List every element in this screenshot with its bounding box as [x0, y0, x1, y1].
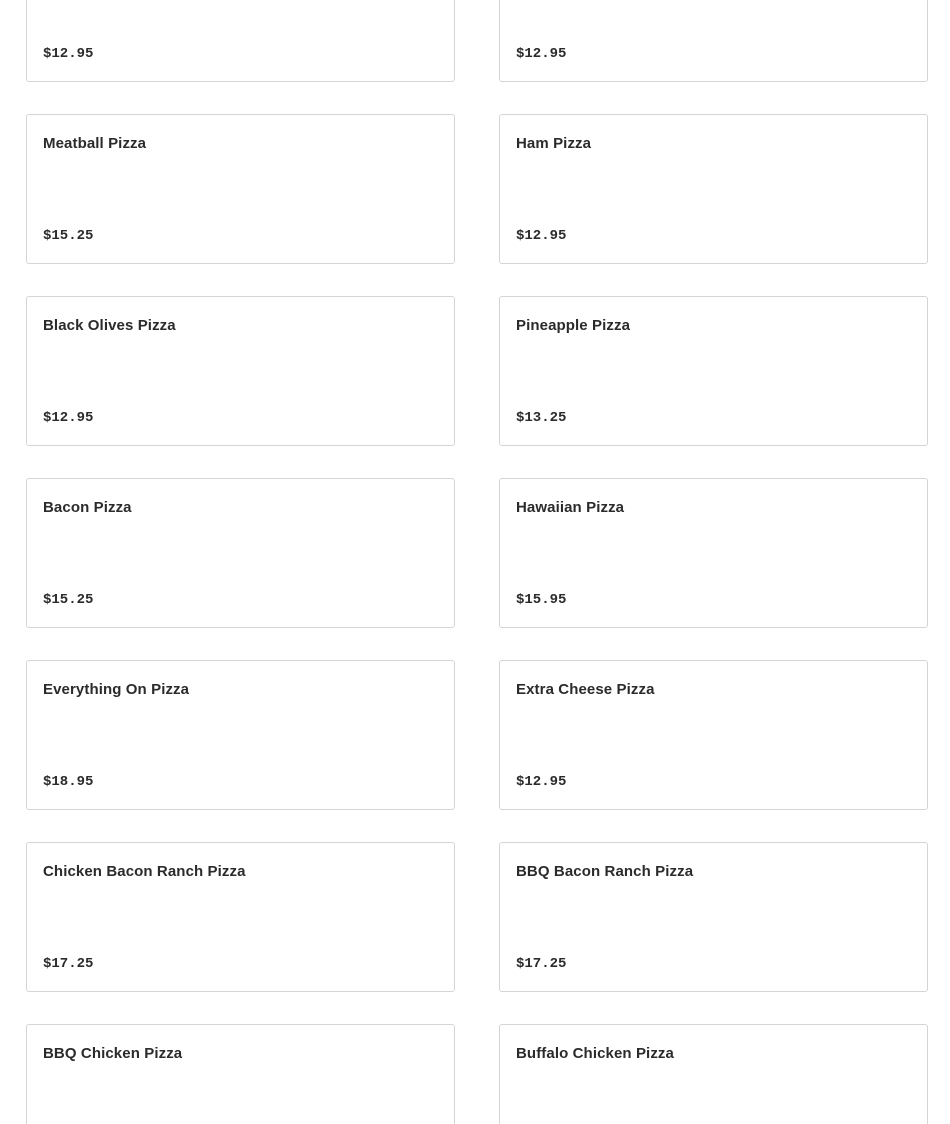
menu-item-price: $15.25 — [43, 228, 94, 244]
menu-item-price: $12.95 — [516, 46, 567, 62]
menu-item-price: $12.95 — [43, 46, 94, 62]
menu-item-card[interactable] — [499, 114, 928, 264]
menu-item-name: Hawaiian Pizza — [516, 499, 625, 516]
menu-item-card[interactable] — [26, 114, 455, 264]
menu-item-name: Meatball Pizza — [43, 135, 147, 152]
menu-item-name: Buffalo Chicken Pizza — [516, 1045, 674, 1062]
menu-item-price: $17.25 — [516, 956, 567, 972]
menu-item-price: $15.95 — [516, 592, 567, 608]
menu-item-card[interactable] — [26, 478, 455, 628]
menu-item-price: $12.95 — [43, 410, 94, 426]
menu-item-price: $12.95 — [516, 228, 567, 244]
menu-item-card[interactable] — [499, 0, 928, 82]
menu-item-name: Extra Cheese Pizza — [516, 681, 655, 698]
menu-item-name: Black Olives Pizza — [43, 317, 176, 334]
menu-item-card[interactable] — [26, 660, 455, 810]
menu-item-name: Ham Pizza — [516, 135, 592, 152]
menu-item-price: $12.95 — [516, 774, 567, 790]
menu-item-card[interactable] — [499, 842, 928, 992]
menu-item-card[interactable] — [499, 1024, 928, 1124]
menu-item-price: $17.25 — [43, 956, 94, 972]
menu-item-card[interactable] — [499, 296, 928, 446]
menu-item-card[interactable] — [26, 842, 455, 992]
menu-item-name: Everything On Pizza — [43, 681, 190, 698]
menu-item-price: $13.25 — [516, 410, 567, 426]
menu-item-name: Pineapple Pizza — [516, 317, 631, 334]
menu-item-name: Bacon Pizza — [43, 499, 132, 516]
menu-item-grid — [26, 0, 928, 1124]
menu-item-price: $18.95 — [43, 774, 94, 790]
menu-item-name: BBQ Bacon Ranch Pizza — [516, 863, 694, 880]
menu-item-price: $15.25 — [43, 592, 94, 608]
menu-item-name: Chicken Bacon Ranch Pizza — [43, 863, 246, 880]
menu-item-name: BBQ Chicken Pizza — [43, 1045, 183, 1062]
menu-item-card[interactable] — [26, 296, 455, 446]
menu-item-card[interactable] — [26, 1024, 455, 1124]
menu-item-card[interactable] — [26, 0, 455, 82]
menu-item-card[interactable] — [499, 660, 928, 810]
menu-item-card[interactable] — [499, 478, 928, 628]
